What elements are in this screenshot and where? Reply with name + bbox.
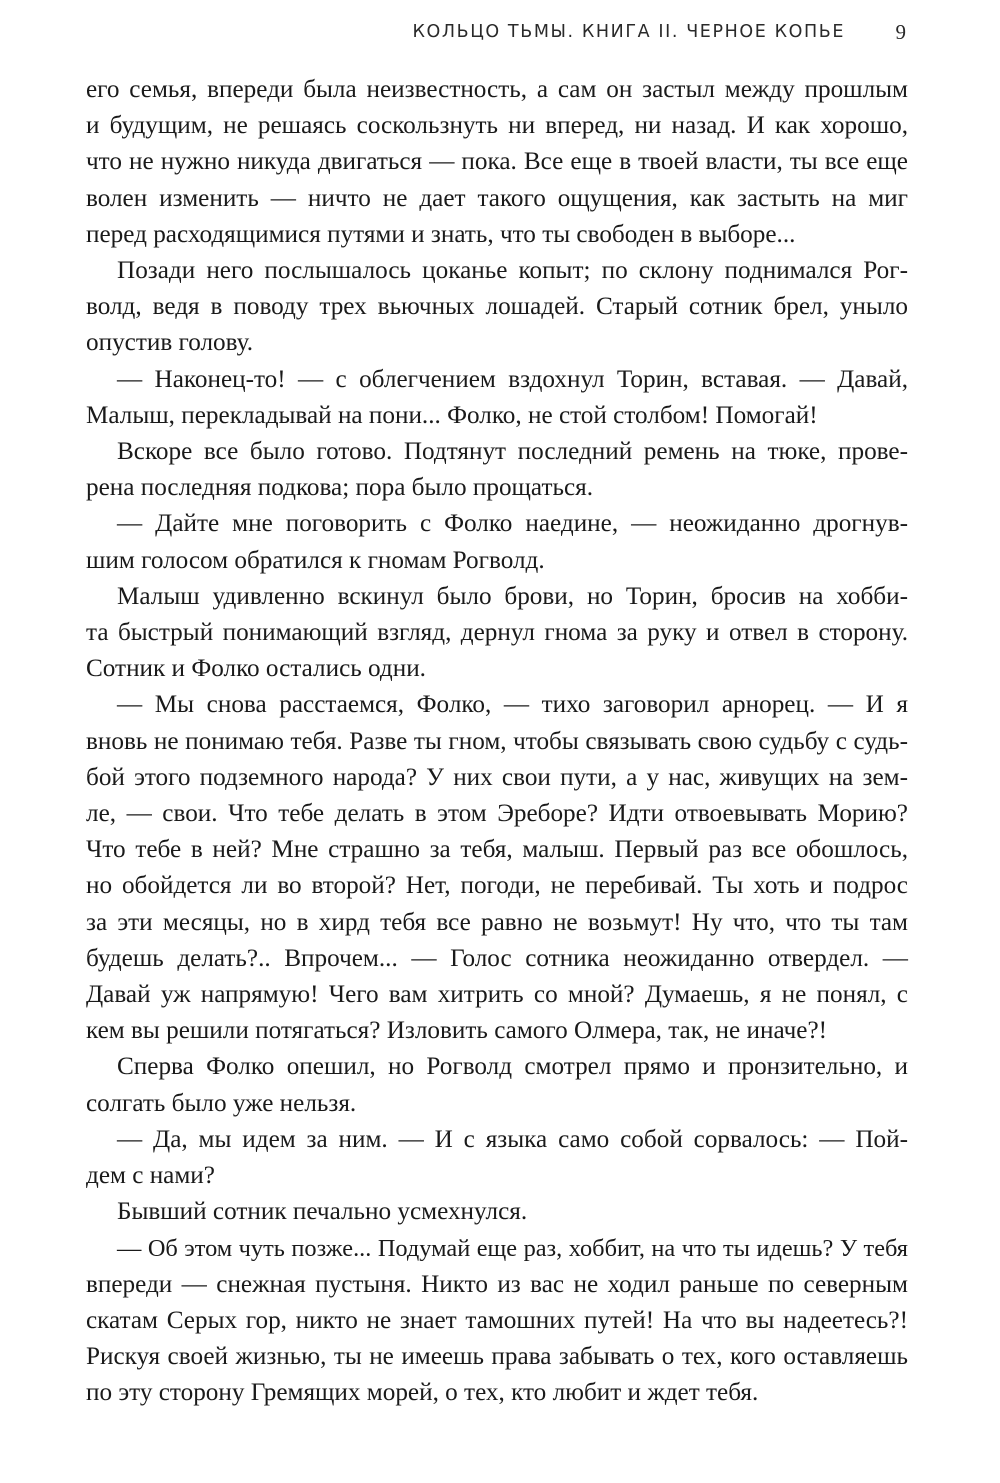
text-line: — Мы снова расстаемся, Фолко, — тихо заговорил арнорец. — И я bbox=[117, 691, 908, 719]
text-line: Малыш, перекладывай на пони... Фолко, не стой столбом! Помогай! bbox=[86, 401, 818, 429]
text-line: Давай уж напрямую! Чего вам хитрить со мной? Думаешь, я не понял, с bbox=[86, 981, 908, 1009]
text-line: шим голосом обратился к гномам Рогволд. bbox=[86, 546, 545, 574]
text-line: и будущим, не решаясь соскользнуть ни вперед, ни назад. И как хорошо, bbox=[86, 112, 908, 140]
paragraph bbox=[86, 579, 908, 688]
text-line: солгать было уже нельзя. bbox=[86, 1089, 357, 1117]
text-line: Что тебе в ней? Мне страшно за тебя, малыш. Первый раз все обошлось, bbox=[86, 836, 908, 864]
paragraph bbox=[86, 72, 908, 253]
text-line: опустив голову. bbox=[86, 329, 254, 357]
paragraph bbox=[86, 1231, 908, 1412]
body-text bbox=[86, 72, 908, 1412]
text-line: перед расходящимися путями и знать, что ты свободен в выборе... bbox=[86, 220, 796, 248]
text-line: Бывший сотник печально усмехнулся. bbox=[117, 1198, 528, 1226]
text-line: — Дайте мне поговорить с Фолко наедине, — неожиданно дрогнув- bbox=[117, 510, 908, 538]
text-line: Позади него послышалось цоканье копыт; по склону поднимался Рог- bbox=[117, 257, 908, 285]
text-line: Вскоре все было готово. Подтянут последний ремень на тюке, прове- bbox=[117, 438, 908, 466]
text-line: дем с нами? bbox=[86, 1162, 215, 1190]
paragraph bbox=[86, 253, 908, 362]
paragraph bbox=[86, 1122, 908, 1194]
text-line: вновь не понимаю тебя. Разве ты гном, чтобы связывать свою судьбу с судь- bbox=[86, 727, 908, 755]
text-line: ле, — свои. Что тебе делать в этом Эреборе? Идти отвоевывать Морию? bbox=[86, 800, 908, 828]
paragraph bbox=[86, 362, 908, 434]
text-line: — Об этом чуть позже... Подумай еще раз, хоббит, на что ты идешь? У тебя bbox=[117, 1234, 908, 1262]
text-line: но обойдется ли во второй? Нет, погоди, не перебивай. Ты хоть и подрос bbox=[86, 872, 908, 900]
paragraph bbox=[86, 506, 908, 578]
text-line: — Да, мы идем за ним. — И с языка само собой сорвалось: — Пой- bbox=[117, 1125, 908, 1153]
text-line: Малыш удивленно вскинул было брови, но Торин, бросив на хобби- bbox=[117, 582, 908, 610]
paragraph bbox=[86, 687, 908, 1049]
text-line: волен изменить — ничто не дает такого ощущения, как застыть на миг bbox=[86, 184, 908, 212]
text-line: кем вы решили потягаться? Изловить самого Олмера, так, не иначе?! bbox=[86, 1017, 828, 1045]
text-line: Сотник и Фолко остались одни. bbox=[86, 655, 426, 683]
text-line: что не нужно никуда двигаться — пока. Все еще в твоей власти, ты все еще bbox=[86, 148, 908, 176]
text-line: волд, ведя в поводу трех вьючных лошадей. Старый сотник брел, уныло bbox=[86, 293, 908, 321]
text-line: — Наконец-то! — с облегчением вздохнул Торин, вставая. — Давай, bbox=[117, 365, 908, 393]
text-line: бой этого подземного народа? У них свои пути, а у нас, живущих на зем- bbox=[86, 763, 908, 791]
page-number: 9 bbox=[895, 20, 906, 44]
text-line: будешь делать?.. Впрочем... — Голос сотника неожиданно отвердел. — bbox=[86, 944, 908, 972]
running-header bbox=[0, 22, 1000, 52]
text-line: та быстрый понимающий взгляд, дернул гнома за руку и отвел в сторону. bbox=[86, 619, 908, 647]
text-line: Рискуя своей жизнью, ты не имеешь права забывать о тех, кого оставляешь bbox=[86, 1343, 908, 1371]
paragraph bbox=[86, 1194, 908, 1230]
text-line: рена последняя подкова; пора было прощаться. bbox=[86, 474, 594, 502]
text-line: по эту сторону Гремящих морей, о тех, кто любит и ждет тебя. bbox=[86, 1379, 759, 1407]
text-line: его семья, впереди была неизвестность, а сам он застыл между прошлым bbox=[86, 76, 908, 103]
text-line: за эти месяцы, но в хирд тебя все равно не возьмут! Ну что, что ты там bbox=[86, 908, 908, 936]
running-title: КОЛЬЦО ТЬМЫ. КНИГА II. ЧЕРНОЕ КОПЬЕ bbox=[412, 22, 845, 42]
paragraph bbox=[86, 1049, 908, 1121]
text-line: скатам Серых гор, никто не знает тамошних путей! На что вы надеетесь?! bbox=[86, 1306, 908, 1334]
text-line: впереди — снежная пустыня. Никто из вас не ходил раньше по северным bbox=[86, 1270, 908, 1298]
paragraph bbox=[86, 434, 908, 506]
text-line: Сперва Фолко опешил, но Рогволд смотрел прямо и пронзительно, и bbox=[117, 1053, 908, 1081]
